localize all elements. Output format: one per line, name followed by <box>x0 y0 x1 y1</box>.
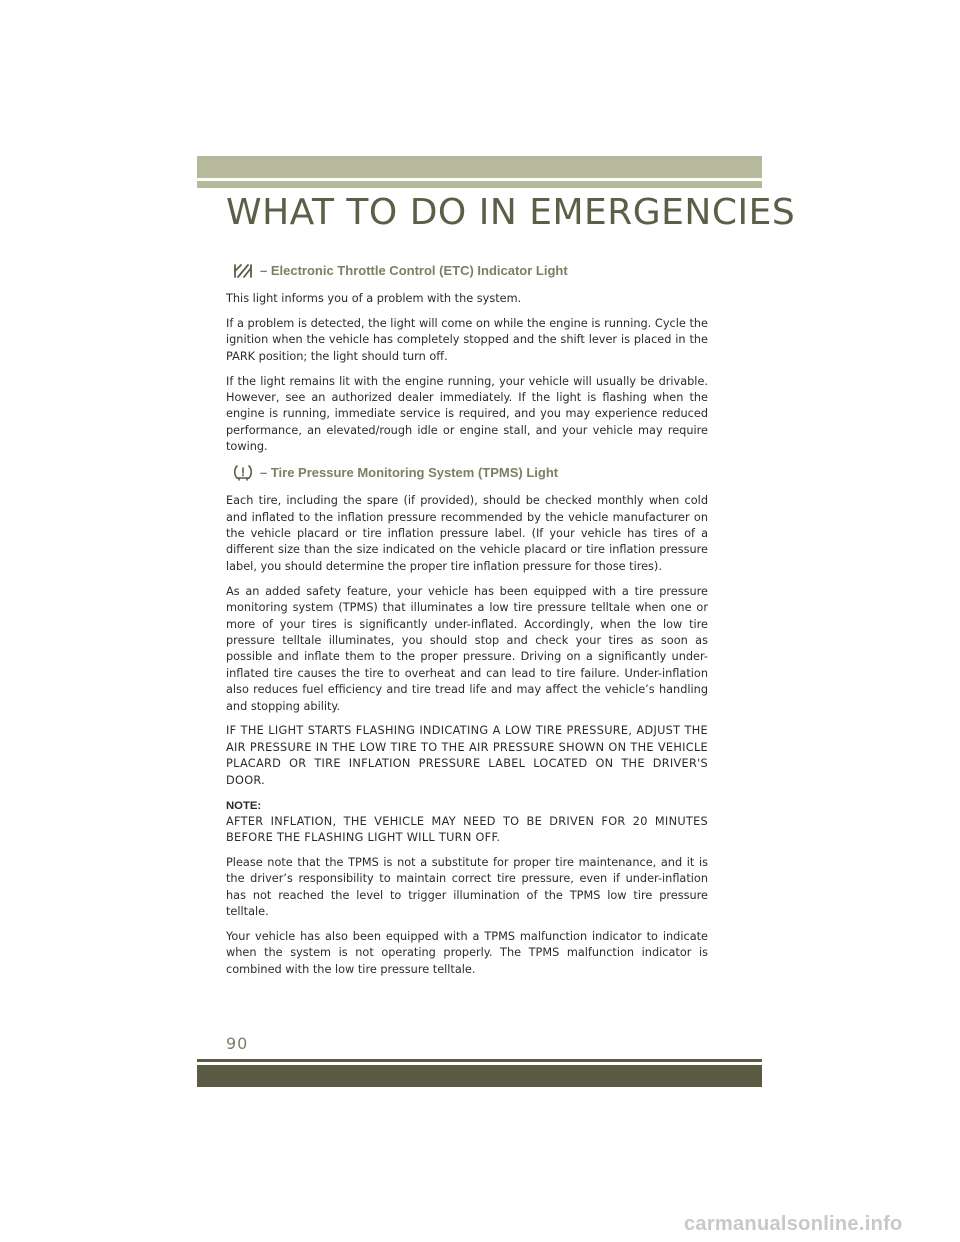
header-band <box>197 156 762 178</box>
etc-paragraph-2: If a problem is detected, the light will come on while the engine is running. Cycle the ignition when the vehicle has completely stopped and the shift lever is placed in the PARK position; the light should turn off. <box>226 316 708 363</box>
chapter-title: WHAT TO DO IN EMERGENCIES <box>226 192 796 233</box>
tire-pressure-icon <box>232 464 254 482</box>
page-number: 90 <box>226 1034 249 1053</box>
tpms-paragraph-1: Each tire, including the spare (if provided), should be checked monthly when cold and inflated to the inflation pressure recommended by the vehicle manufacturer on the vehicle placard or tire inflation pressure label. (If your vehicle has tires of a different size than the size indicated on the vehicle placard or tire inflation pressure label, you should determine the proper tire inflation pressure for those tires). <box>226 494 708 573</box>
header-rule <box>197 181 762 188</box>
etc-heading <box>226 262 708 280</box>
tpms-paragraph-2: As an added safety feature, your vehicle has been equipped with a tire pressure monitoring system (TPMS) that illuminates a low tire pressure telltale when one or more of your tires is significantly under-inflated. Accordingly, when the low tire pressure telltale illuminates, you should stop and check your tires as soon as possible and inflate them to the proper pressure. Driving on a significantly under-inflated tire causes the tire to overheat and can lead to tire failure. Under-inflation also reduces fuel efficiency and tire tread life and may affect the vehicle’s handling and stopping ability. <box>226 584 708 713</box>
etc-heading-text: – Electronic Throttle Control (ETC) Indicator Light <box>260 263 568 278</box>
watermark: carmanualsonline.info <box>684 1213 903 1235</box>
tpms-paragraph-4: Please note that the TPMS is not a substitute for proper tire maintenance, and it is the driver’s responsibility to maintain correct tire pressure, even if under-inflation has not reached the level to trigger illumination of the TPMS low tire pressure telltale. <box>226 855 708 919</box>
note-text: AFTER INFLATION, THE VEHICLE MAY NEED TO BE DRIVEN FOR 20 MINUTES BEFORE THE FLASHING LIGHT WILL TURN OFF. <box>226 814 708 844</box>
note-label: NOTE: <box>226 799 262 812</box>
footer-rule <box>197 1059 762 1062</box>
tpms-heading <box>226 464 708 482</box>
page-content <box>226 262 708 987</box>
etc-paragraph-3: If the light remains lit with the engine running, your vehicle will usually be drivable. However, see an authorized dealer immediately. If the light is flashing when the engine is running, immediate service is required, and you may experience reduced performance, an elevated/rough idle or engine stall, and your vehicle may require towing. <box>226 374 708 454</box>
etc-paragraph-1: This light informs you of a problem with the system. <box>226 292 522 305</box>
tpms-warning-paragraph: IF THE LIGHT STARTS FLASHING INDICATING A LOW TIRE PRESSURE, ADJUST THE AIR PRESSURE IN THE LOW TIRE TO THE AIR PRESSURE SHOWN ON THE VEHICLE PLACARD OR TIRE INFLATION PRESSURE LABEL LOCATED ON THE DRIVER'S DOOR. <box>226 724 708 787</box>
tpms-paragraph-5: Your vehicle has also been equipped with a TPMS malfunction indicator to indicate when the system is not operating properly. The TPMS malfunction indicator is combined with the low tire pressure telltale. <box>226 930 708 976</box>
footer-band <box>197 1065 762 1087</box>
tpms-heading-text: – Tire Pressure Monitoring System (TPMS) Light <box>260 465 559 481</box>
etc-throttle-icon <box>232 262 254 280</box>
